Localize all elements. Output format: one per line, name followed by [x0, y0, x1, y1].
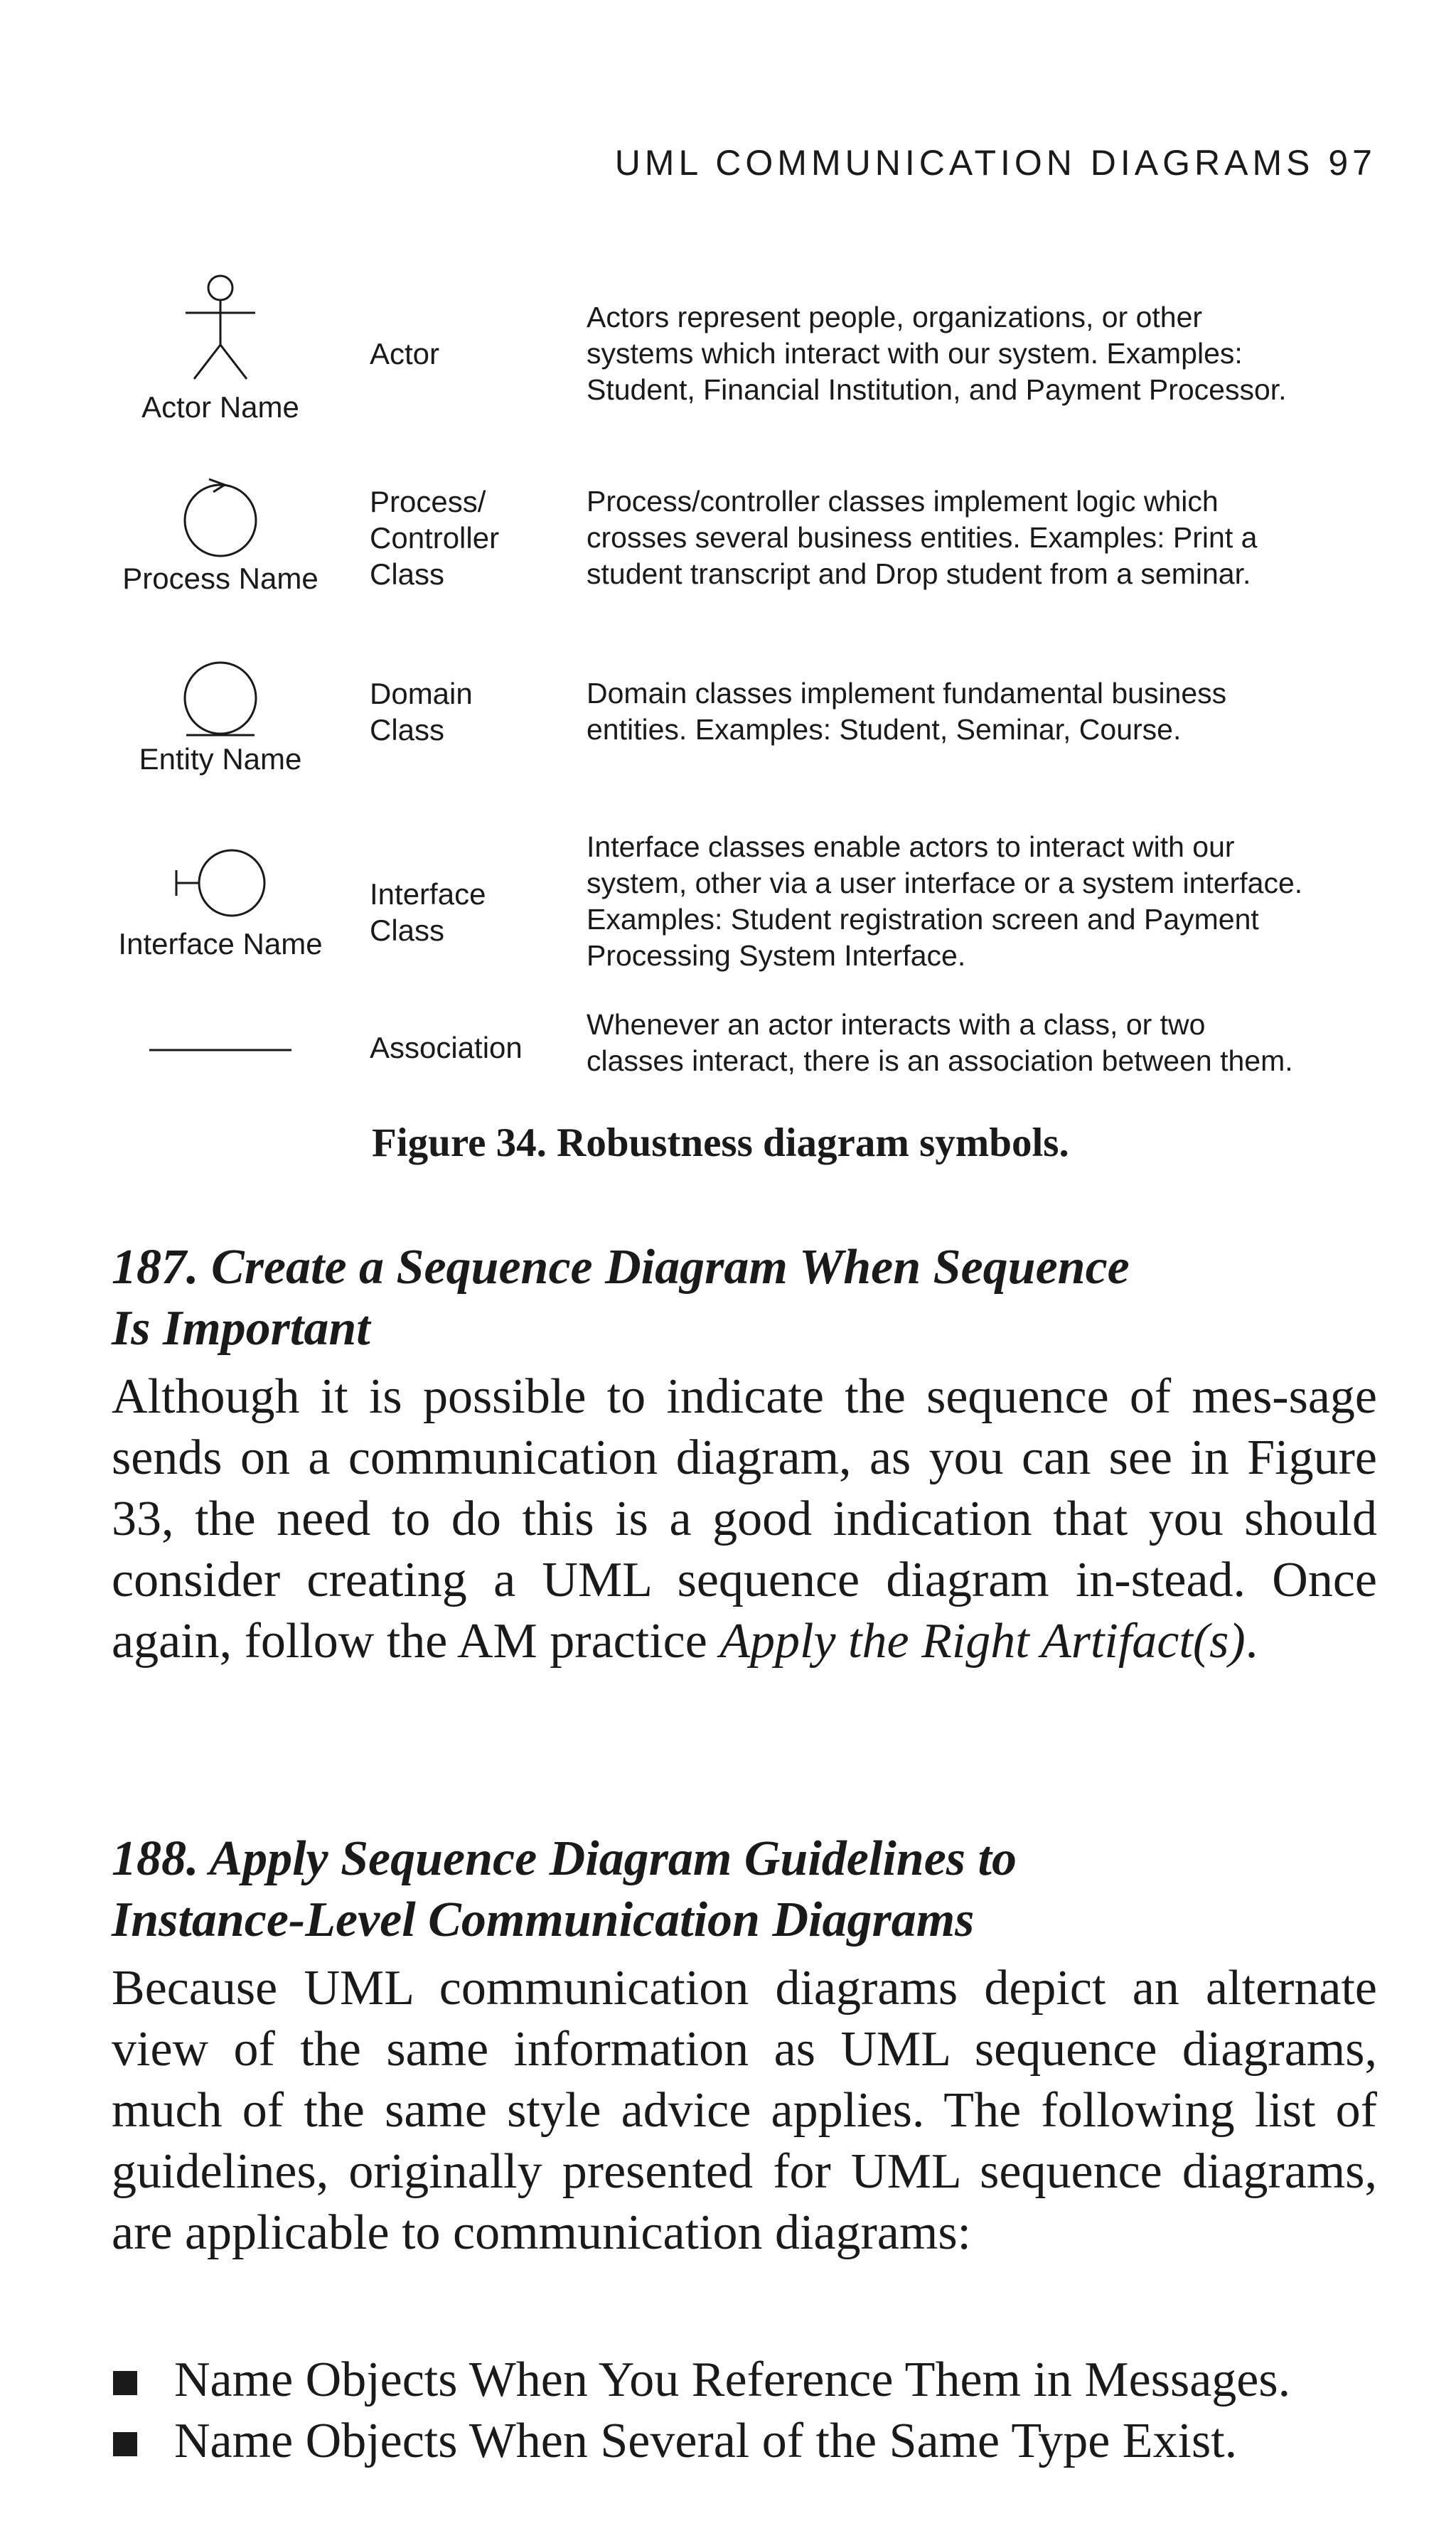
body-paragraph-187	[112, 1366, 1377, 1672]
body-text: Although it is possible to indicate the sequence of mes-sage sends on a communication diagram, as you can see in Figure 33, the need to do this is a good indication that you should consider creating a UML sequence diagram in-stead. Once again, follow the AM practice	[112, 1369, 1377, 1669]
actor-stick-figure-icon	[181, 274, 259, 387]
square-bullet-icon	[113, 2432, 137, 2456]
symbol-description: Domain classes implement fundamental business entities. Examples: Student, Seminar, Course.	[587, 677, 1227, 746]
figure-caption: Figure 34. Robustness diagram symbols.	[372, 1120, 1069, 1165]
symbol-actor	[85, 274, 355, 424]
body-paragraph-188: Because UML communication diagrams depict an alternate view of the same information as UML sequence diagrams, much of the same style advice applies. The following list of guidelines, originally presented for UML sequence diagrams, are applicable to communication diagrams:	[112, 1961, 1377, 2260]
symbol-type: Actor	[370, 337, 440, 370]
symbol-description: Interface classes enable actors to interact with our system, other via a user interface or a system interface. Examples: Student registration screen and Payment Processing System Interface.	[587, 830, 1303, 972]
list-item	[112, 2411, 1377, 2472]
running-head: UML COMMUNICATION DIAGRAMS 97	[614, 143, 1376, 183]
symbol-label: Process Name	[122, 562, 318, 595]
guideline-list	[112, 2350, 1377, 2472]
list-item-text: Name Objects When Several of the Same Type Exist.	[174, 2414, 1238, 2468]
symbol-interface	[85, 846, 355, 961]
symbol-description: Process/controller classes implement logic which crosses several business entities. Examples: Print a student transcript and Drop student from a seminar.	[587, 485, 1258, 590]
symbol-type: Domain Class	[370, 677, 473, 746]
symbol-label: Entity Name	[139, 742, 302, 776]
symbol-type: Association	[370, 1031, 523, 1064]
symbol-type: Process/ Controller Class	[370, 485, 500, 591]
symbol-process	[85, 475, 355, 596]
symbol-association	[85, 1046, 355, 1054]
symbol-label: Interface Name	[118, 927, 323, 960]
entity-icon	[178, 660, 263, 739]
symbol-type: Interface Class	[370, 877, 486, 947]
section-heading-187: 187. Create a Sequence Diagram When Sequence Is Important	[112, 1240, 1130, 1356]
association-line-icon	[149, 1046, 291, 1054]
symbol-label: Actor Name	[141, 390, 299, 424]
body-italic-text: Apply the Right Artifact(s)	[719, 1614, 1246, 1669]
symbol-description: Actors represent people, organizations, or other systems which interact with our system. Examples: Student, Financial Institution, and Payment Processor.	[587, 301, 1287, 406]
symbol-entity	[85, 660, 355, 776]
list-item	[112, 2350, 1377, 2411]
section-heading-188: 188. Apply Sequence Diagram Guidelines to Instance-Level Communication Diagrams	[112, 1831, 1017, 1947]
square-bullet-icon	[113, 2371, 137, 2395]
interface-boundary-icon	[171, 846, 270, 924]
symbol-description: Whenever an actor interacts with a class, or two classes interact, there is an association between them.	[587, 1008, 1293, 1077]
body-text-end: .	[1245, 1614, 1258, 1669]
list-item-text: Name Objects When You Reference Them in Messages.	[174, 2352, 1291, 2407]
process-controller-icon	[178, 475, 263, 559]
